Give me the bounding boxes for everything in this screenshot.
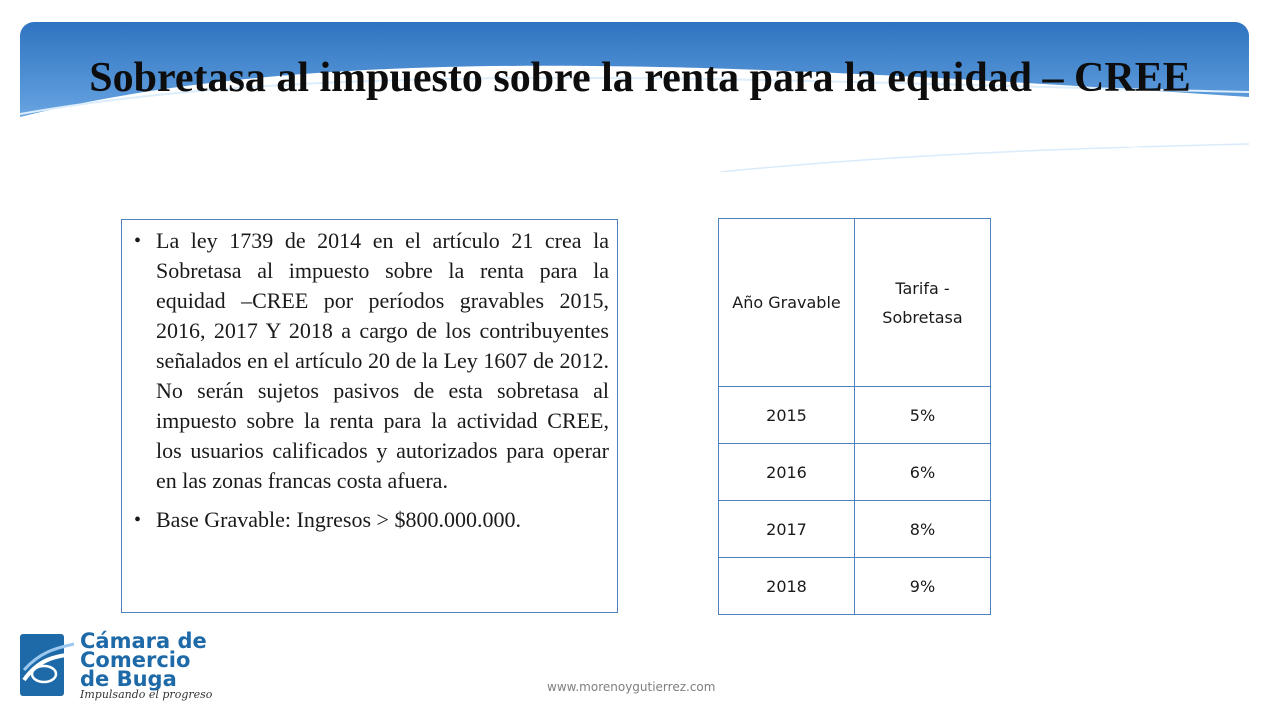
footer-url: www.morenoygutierrez.com (547, 680, 716, 694)
cell-rate: 6% (855, 444, 991, 501)
content-textbox (121, 219, 618, 613)
table-row (719, 558, 991, 615)
logo-wordmark (80, 629, 207, 691)
logo-tagline: Impulsando el progreso (80, 688, 213, 701)
bullet-list (132, 226, 609, 535)
header-tarifa-sobretasa: Tarifa - Sobretasa (855, 219, 991, 387)
rates-table (718, 218, 991, 615)
bullet-icon: • (134, 230, 142, 252)
logo-line: Cámara de (80, 629, 207, 653)
logo-line: Comercio (80, 648, 191, 672)
cell-rate: 9% (855, 558, 991, 615)
table-row (719, 444, 991, 501)
table-row (719, 501, 991, 558)
cell-rate: 8% (855, 501, 991, 558)
bullet-text: La ley 1739 de 2014 en el artículo 21 crea la Sobretasa al impuesto sobre la renta para la equidad –CREE por períodos gravables 2015, 2016, 2017 Y 2018 a cargo de los contribuyentes señalados en el artículo 20 de la Ley 1607 de 2012. No serán sujetos pasivos de esta sobretasa al impuesto sobre la renta para la actividad CREE, los usuarios calificados y autorizados para operar en las zonas francas costa afuera. (156, 228, 609, 493)
table-row (719, 387, 991, 444)
bullet-text: Base Gravable: Ingresos > $800.000.000. (156, 507, 521, 532)
cell-year: 2018 (719, 558, 855, 615)
logo-emblem-icon (18, 630, 78, 700)
bullet-icon: • (134, 509, 142, 531)
cell-year: 2015 (719, 387, 855, 444)
list-item (132, 505, 609, 535)
page-title: Sobretasa al impuesto sobre la renta para la equidad – CREE (89, 55, 1191, 101)
cell-year: 2017 (719, 501, 855, 558)
header-ano-gravable: Año Gravable (719, 219, 855, 387)
logo-line: de Buga (80, 667, 177, 691)
camara-comercio-logo (18, 629, 213, 702)
list-item (132, 226, 609, 496)
table-header-row (719, 219, 991, 387)
cell-year: 2016 (719, 444, 855, 501)
cell-rate: 5% (855, 387, 991, 444)
